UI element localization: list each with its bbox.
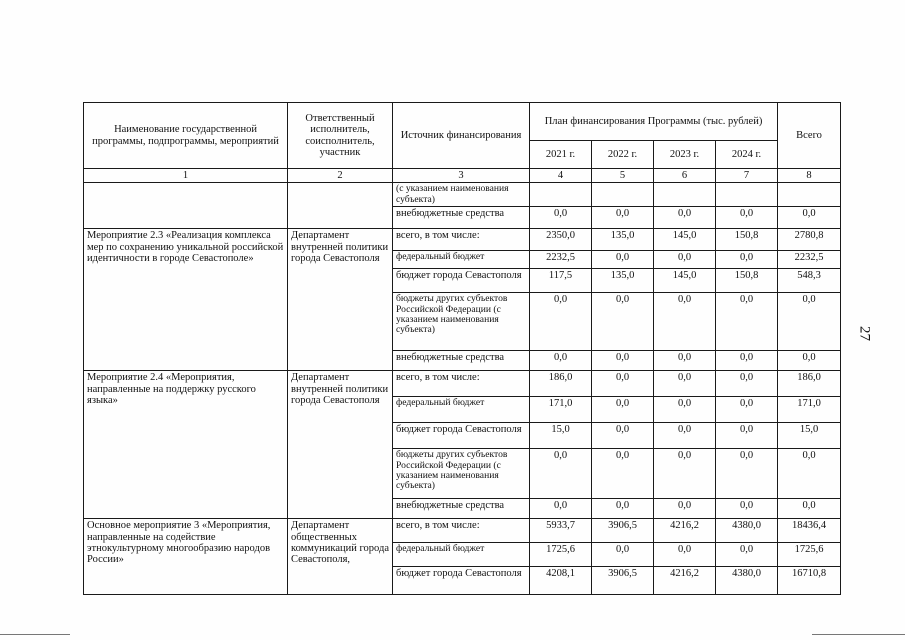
value-cell: 4208,1 [530,567,592,595]
value-cell: 0,0 [654,371,716,397]
value-cell: 0,0 [592,207,654,229]
value-cell: 0,0 [778,293,841,351]
value-cell: 0,0 [716,251,778,269]
value-cell: 0,0 [654,543,716,567]
column-number: 3 [393,169,530,183]
header-executor: Ответственный исполнитель, соисполнитель, участник [288,103,393,169]
value-cell: 2232,5 [530,251,592,269]
table-cell [530,183,592,207]
value-cell: 0,0 [654,397,716,423]
source-label: бюджеты других субъектов Российской Федерации (с указанием наименования субъекта) [393,293,530,351]
value-cell: 0,0 [716,207,778,229]
header-year: 2022 г. [592,141,654,169]
value-cell: 186,0 [530,371,592,397]
value-cell: 117,5 [530,269,592,293]
value-cell: 0,0 [654,449,716,499]
measure-executor: Департамент внутренней политики города Севастополя [288,229,393,371]
measure-executor: Департамент внутренней политики города Севастополя [288,371,393,519]
value-cell: 1725,6 [778,543,841,567]
value-cell: 0,0 [530,449,592,499]
table-row [84,519,841,543]
value-cell: 135,0 [592,229,654,251]
value-cell: 4380,0 [716,519,778,543]
measure-name: Мероприятие 2.3 «Реализация комплекса мер по сохранению уникальной российской идентичности в городе Севастополе» [84,229,288,371]
value-cell: 0,0 [654,293,716,351]
header-name: Наименование государственной программы, подпрограммы, мероприятий [84,103,288,169]
source-label: внебюджетные средства [393,207,530,229]
value-cell: 0,0 [530,351,592,371]
value-cell: 3906,5 [592,519,654,543]
header-year: 2024 г. [716,141,778,169]
source-label: федеральный бюджет [393,251,530,269]
source-label: бюджет города Севастополя [393,269,530,293]
value-cell: 0,0 [530,499,592,519]
source-label: бюджет города Севастополя [393,423,530,449]
value-cell: 2350,0 [530,229,592,251]
table-row [84,371,841,397]
table-header [84,103,841,183]
source-label: всего, в том числе: [393,371,530,397]
value-cell: 0,0 [716,499,778,519]
value-cell: 0,0 [716,371,778,397]
value-cell: 0,0 [716,397,778,423]
value-cell: 150,8 [716,269,778,293]
header-year: 2021 г. [530,141,592,169]
value-cell: 1725,6 [530,543,592,567]
measure-name: Основное мероприятие 3 «Мероприятия, направленные на содействие этнокультурному многообразию народов России» [84,519,288,595]
value-cell: 0,0 [592,499,654,519]
value-cell: 0,0 [592,351,654,371]
header-total: Всего [778,103,841,169]
source-label: всего, в том числе: [393,519,530,543]
carryover-name [84,183,288,229]
value-cell: 4216,2 [654,567,716,595]
carryover-block [84,183,841,229]
column-number: 6 [654,169,716,183]
source-label: всего, в том числе: [393,229,530,251]
column-number: 8 [778,169,841,183]
value-cell: 3906,5 [592,567,654,595]
value-cell: 0,0 [530,207,592,229]
value-cell: 0,0 [716,543,778,567]
value-cell: 0,0 [716,449,778,499]
value-cell: 0,0 [778,351,841,371]
value-cell: 0,0 [716,293,778,351]
value-cell: 0,0 [654,423,716,449]
value-cell: 171,0 [530,397,592,423]
header-source: Источник финансирования [393,103,530,169]
value-cell: 548,3 [778,269,841,293]
value-cell: 18436,4 [778,519,841,543]
value-cell: 0,0 [592,543,654,567]
column-number: 4 [530,169,592,183]
value-cell: 2780,8 [778,229,841,251]
value-cell: 0,0 [592,371,654,397]
value-cell: 4216,2 [654,519,716,543]
source-label: федеральный бюджет [393,543,530,567]
value-cell: 0,0 [778,449,841,499]
value-cell: 2232,5 [778,251,841,269]
value-cell: 0,0 [592,449,654,499]
bottom-rule [812,634,905,635]
bottom-rule [0,634,70,635]
table-cell [654,183,716,207]
table-row [84,229,841,251]
value-cell: 0,0 [716,351,778,371]
measure-executor: Департамент общественных коммуникаций города Севастополя, [288,519,393,595]
value-cell: 0,0 [654,499,716,519]
column-number: 5 [592,169,654,183]
page-number: 27 [856,326,873,341]
value-cell: 135,0 [592,269,654,293]
value-cell: 186,0 [778,371,841,397]
value-cell: 5933,7 [530,519,592,543]
table-cell [716,183,778,207]
value-cell: 15,0 [778,423,841,449]
financing-table [83,102,841,595]
table-cell [592,183,654,207]
value-cell: 4380,0 [716,567,778,595]
value-cell: 0,0 [654,251,716,269]
value-cell: 15,0 [530,423,592,449]
value-cell: 0,0 [592,251,654,269]
value-cell: 150,8 [716,229,778,251]
value-cell: 0,0 [778,499,841,519]
table-cell [778,183,841,207]
column-number: 1 [84,169,288,183]
measure-name: Мероприятие 2.4 «Мероприятия, направленные на поддержку русского языка» [84,371,288,519]
value-cell: 145,0 [654,229,716,251]
value-cell: 0,0 [592,397,654,423]
value-cell: 0,0 [654,351,716,371]
measures-body [84,229,841,595]
value-cell: 0,0 [592,293,654,351]
source-label: внебюджетные средства [393,351,530,371]
source-label: бюджет города Севастополя [393,567,530,595]
source-label: внебюджетные средства [393,499,530,519]
column-number: 7 [716,169,778,183]
value-cell: 0,0 [778,207,841,229]
value-cell: 0,0 [716,423,778,449]
value-cell: 0,0 [592,423,654,449]
value-cell: 145,0 [654,269,716,293]
header-year: 2023 г. [654,141,716,169]
source-label: федеральный бюджет [393,397,530,423]
value-cell: 0,0 [654,207,716,229]
header-plan: План финансирования Программы (тыс. рублей) [530,103,778,141]
carryover-note: (с указанием наименования субъекта) [393,183,530,207]
value-cell: 16710,8 [778,567,841,595]
value-cell: 171,0 [778,397,841,423]
value-cell: 0,0 [530,293,592,351]
carryover-executor [288,183,393,229]
column-number: 2 [288,169,393,183]
source-label: бюджеты других субъектов Российской Федерации (с указанием наименования субъекта) [393,449,530,499]
